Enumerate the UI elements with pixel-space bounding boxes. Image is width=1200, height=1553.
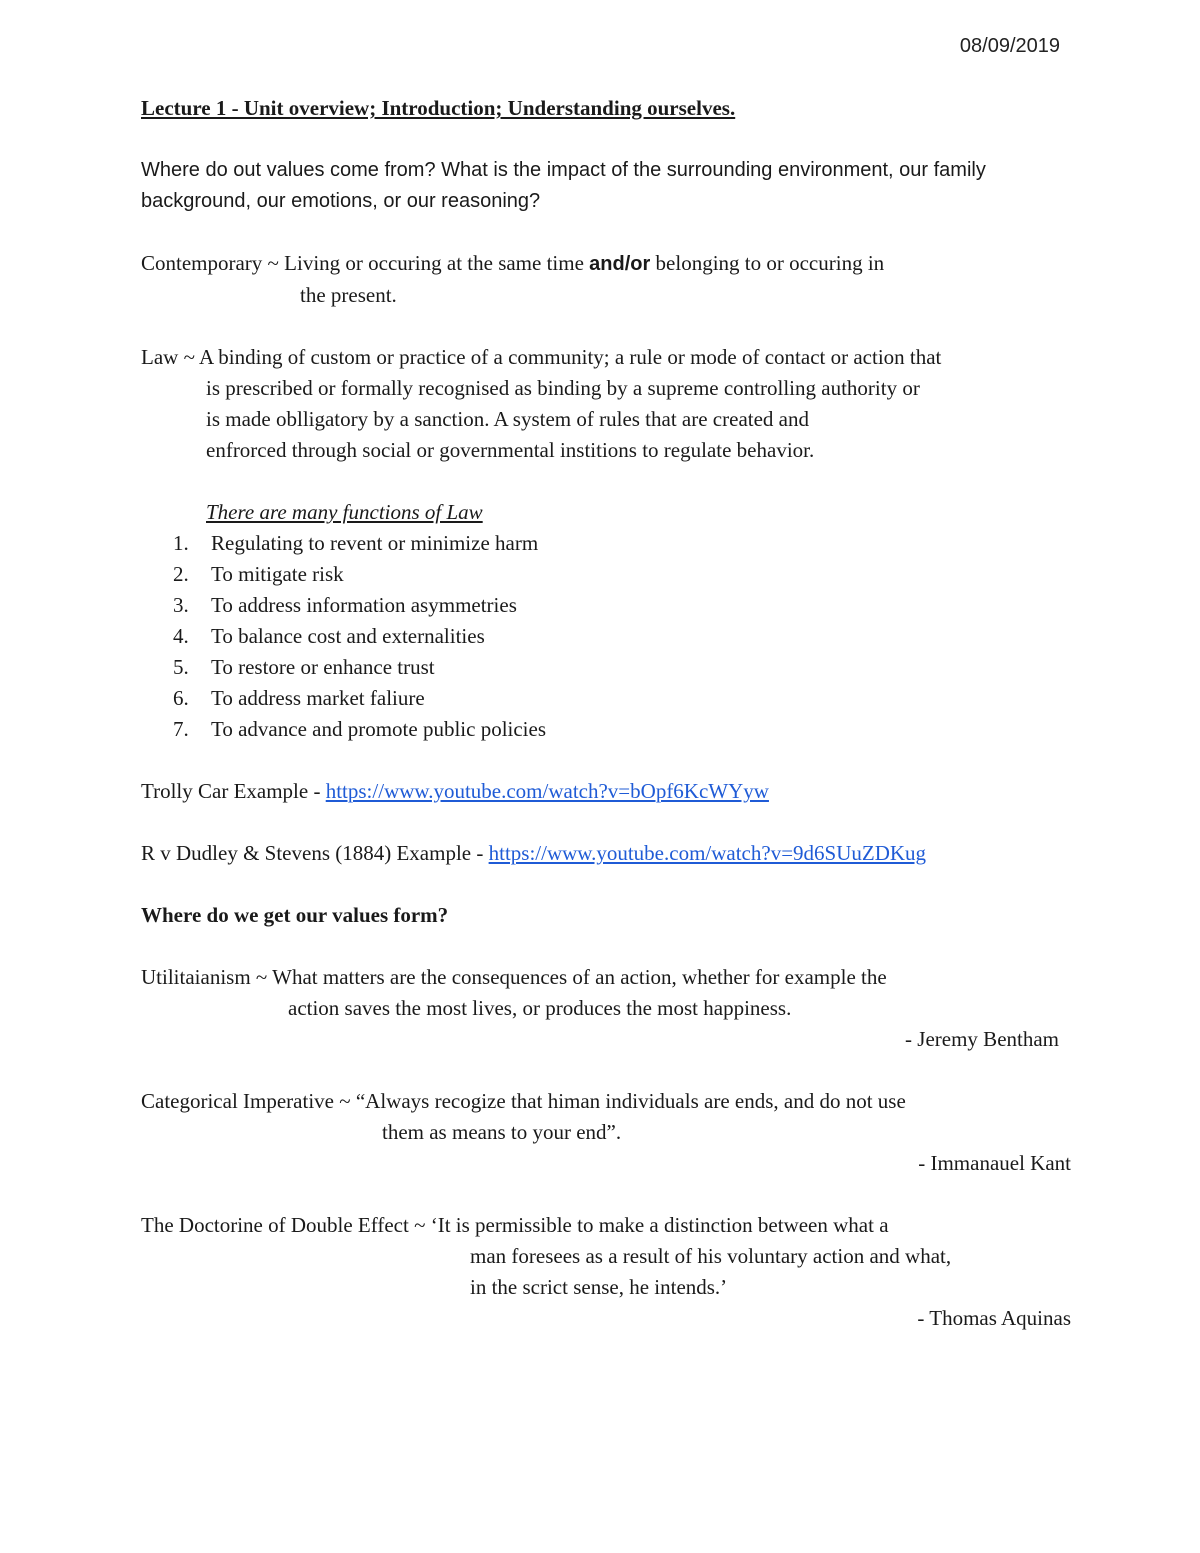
contemporary-line-2: the present. bbox=[300, 283, 397, 307]
functions-list bbox=[141, 528, 1071, 745]
contemporary-text-a: Living or occuring at the same time bbox=[284, 251, 590, 275]
law-line-3: is made oblligatory by a sanction. A system of rules that are created and bbox=[206, 407, 809, 431]
utilitarianism-definition bbox=[141, 962, 1071, 1055]
categorical-line-1 bbox=[141, 1086, 1071, 1117]
document-date: 08/09/2019 bbox=[959, 35, 1060, 57]
list-text: To balance cost and externalities bbox=[211, 624, 485, 648]
double-effect-term: The Doctorine of Double Effect ~ bbox=[141, 1213, 431, 1237]
intro-line-2: background, our emotions, or our reasoning? bbox=[141, 190, 541, 212]
list-number: 7. bbox=[173, 717, 189, 741]
list-item bbox=[141, 714, 1071, 745]
list-number: 5. bbox=[173, 655, 189, 679]
double-effect-author: - Thomas Aquinas bbox=[917, 1306, 1071, 1330]
dudley-link[interactable]: https://www.youtube.com/watch?v=9d6SUuZDKug bbox=[488, 841, 927, 865]
double-effect-line-3: in the scrict sense, he intends.’ bbox=[470, 1275, 728, 1299]
list-number: 3. bbox=[173, 593, 189, 617]
lecture-title: Lecture 1 - Unit overview; Introduction; Understanding ourselves. bbox=[141, 96, 736, 120]
law-term: Law ~ bbox=[141, 345, 200, 369]
trolly-link[interactable]: https://www.youtube.com/watch?v=bOpf6KcWYyw bbox=[325, 779, 769, 803]
categorical-text-1: “Always recogize that himan individuals are ends, and do not use bbox=[355, 1089, 906, 1113]
categorical-line-2: them as means to your end”. bbox=[382, 1120, 622, 1144]
list-text: To advance and promote public policies bbox=[211, 717, 547, 741]
list-item bbox=[141, 652, 1071, 683]
utilitarianism-line-1 bbox=[141, 962, 1071, 993]
list-item bbox=[141, 683, 1071, 714]
list-text: To restore or enhance trust bbox=[211, 655, 435, 679]
dudley-example bbox=[141, 838, 1071, 869]
law-line-4: enfrorced through social or governmental institions to regulate behavior. bbox=[206, 438, 815, 462]
contemporary-definition bbox=[141, 248, 1071, 311]
list-item bbox=[141, 621, 1071, 652]
double-effect-definition bbox=[141, 1210, 1071, 1334]
categorical-author: - Immanauel Kant bbox=[918, 1151, 1071, 1175]
utilitarianism-author: - Jeremy Bentham bbox=[905, 1027, 1059, 1051]
values-heading: Where do we get our values form? bbox=[141, 903, 449, 927]
contemporary-term: Contemporary ~ bbox=[141, 251, 285, 275]
intro-paragraph bbox=[141, 155, 1071, 217]
utilitarianism-term: Utilitaianism ~ bbox=[141, 965, 273, 989]
law-line-1 bbox=[141, 342, 1071, 373]
contemporary-line-1 bbox=[141, 248, 1071, 280]
list-text: To address market faliure bbox=[211, 686, 425, 710]
list-number: 1. bbox=[173, 531, 189, 555]
document-content bbox=[141, 93, 1071, 1365]
list-text: To address information asymmetries bbox=[211, 593, 517, 617]
list-number: 6. bbox=[173, 686, 189, 710]
list-item bbox=[141, 528, 1071, 559]
contemporary-text-b: belonging to or occuring in bbox=[650, 251, 885, 275]
law-text-1: A binding of custom or practice of a community; a rule or mode of contact or action that bbox=[199, 345, 942, 369]
law-definition bbox=[141, 342, 1071, 466]
trolly-label: Trolly Car Example - bbox=[141, 779, 326, 803]
list-item bbox=[141, 559, 1071, 590]
functions-heading: There are many functions of Law bbox=[206, 500, 483, 524]
contemporary-bold: and/or bbox=[589, 253, 651, 275]
categorical-term: Categorical Imperative ~ bbox=[141, 1089, 356, 1113]
list-item bbox=[141, 590, 1071, 621]
double-effect-text-1: ‘It is permissible to make a distinction between what a bbox=[430, 1213, 889, 1237]
law-line-2: is prescribed or formally recognised as binding by a supreme controlling authority or bbox=[206, 376, 920, 400]
utilitarianism-line-2: action saves the most lives, or produces the most happiness. bbox=[288, 996, 792, 1020]
double-effect-line-1 bbox=[141, 1210, 1071, 1241]
double-effect-line-2: man foresees as a result of his voluntary action and what, bbox=[470, 1244, 952, 1268]
list-number: 4. bbox=[173, 624, 189, 648]
utilitarianism-text-1: What matters are the consequences of an action, whether for example the bbox=[272, 965, 887, 989]
categorical-definition bbox=[141, 1086, 1071, 1179]
list-text: Regulating to revent or minimize harm bbox=[211, 531, 539, 555]
list-number: 2. bbox=[173, 562, 189, 586]
intro-line-1: Where do out values come from? What is the impact of the surrounding environment, our family bbox=[141, 159, 986, 181]
dudley-label: R v Dudley & Stevens (1884) Example - bbox=[141, 841, 489, 865]
trolly-example bbox=[141, 776, 1071, 807]
list-text: To mitigate risk bbox=[211, 562, 344, 586]
